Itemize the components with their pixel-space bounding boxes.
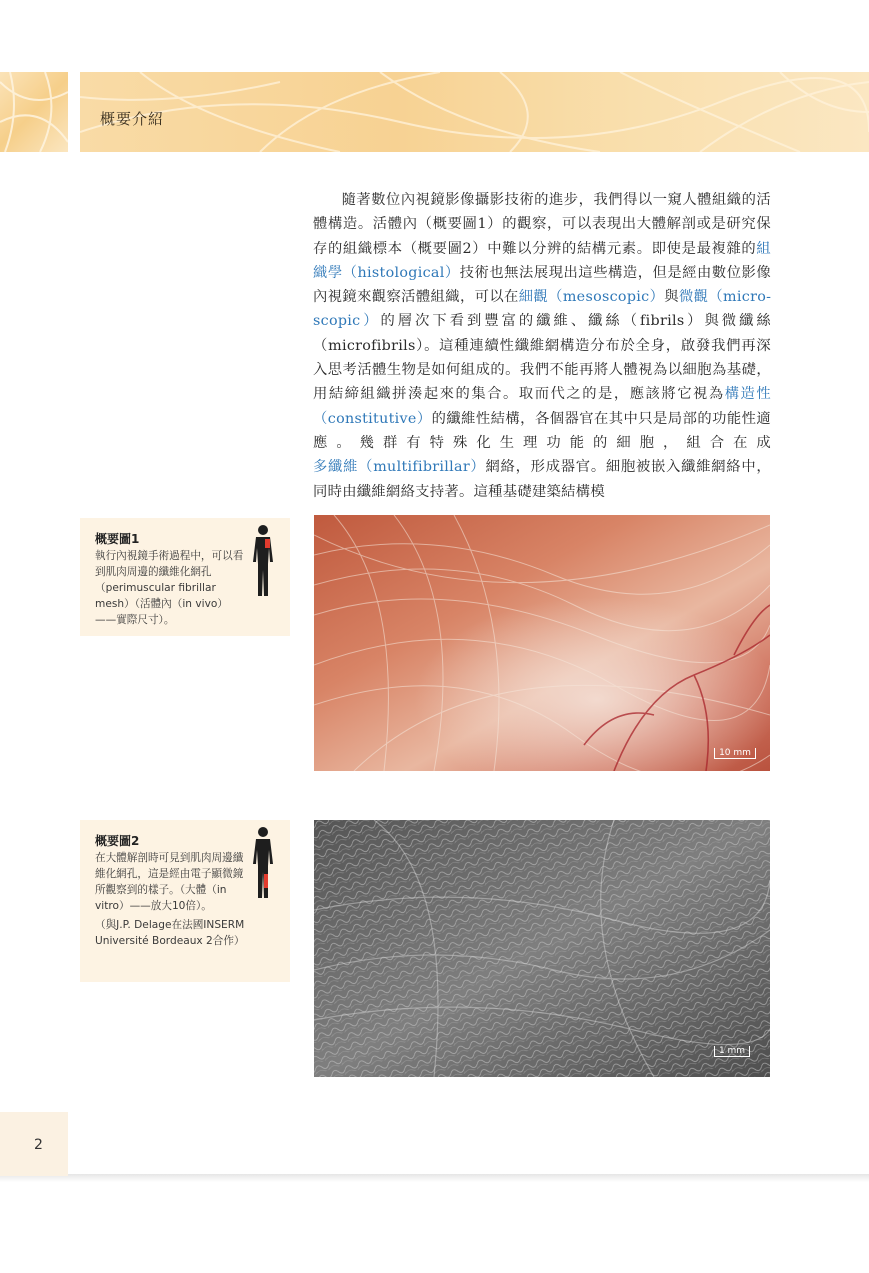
body-text-segment: 與 [664,289,679,306]
figure1-caption-text: 執行內視鏡手術過程中，可以看到肌肉周邊的纖維化網孔（perimuscular fibrillar mesh）（活體內（in vivo）——實際尺寸）。 [95,550,244,626]
keyword-term: 微觀（microscopic） [313,289,771,330]
human-figure-icon [248,826,278,902]
header-band-left [0,72,68,152]
figure1-caption-body [95,548,247,628]
keyword-term: 構造性（constitutive） [313,386,771,427]
figure2-image [314,820,770,1077]
scale-bar-1mm: 1 mm [714,1046,750,1057]
keyword-term: 組織學（histological） [313,240,771,281]
body-text-segment: 技術也無法展現出這些構造，但是經由數位影像內視鏡來觀察活體組織，可以在 [313,264,771,306]
body-text-segment: 隨著數位內視鏡影像攝影技術的進步，我們得以一窺人體組織的活體構造。活體內（概要圖1）的觀察，可以表現出大體解剖或是研究保存的組織標本（概要圖2）中難以分辨的結構元素。即使是最複雜的 [313,192,771,257]
figure2-caption-body [95,850,247,949]
highlight-region [264,874,268,888]
figure1-caption-title: 概要圖1 [95,532,140,546]
body-text-segment: 的纖維性結構，各個器官在其中只是局部的功能性適應。幾群有特殊化生理功能的細胞，組合在成 [313,410,771,451]
highlight-region [265,539,270,548]
body-paragraph-text [313,188,771,504]
figure1-image [314,515,770,771]
figure2-caption-title: 概要圖2 [95,834,140,848]
body-paragraph [313,188,771,504]
human-figure-icon [248,524,278,600]
figure1-caption [80,518,290,636]
section-title: 概要介紹 [100,110,165,128]
scale-bar-10mm: 10 mm [714,748,756,759]
keyword-term: 多纖維（multifibrillar） [313,459,486,476]
figure2-caption-text: 在大體解剖時可見到肌肉周邊纖維化網孔，這是經由電子顯微鏡所觀察到的樣子。（大體（in vitro）——放大10倍）。 [95,852,244,912]
body-text-segment: 的層次下看到豐富的纖維、纖絲（fibrils）與微纖絲（microfibrils）。這種連續性纖維網構造分布於全身，啟發我們再深入思考活體生物是如何組成的。我們不能再將人體視為以細胞為基礎，用結締組織拼湊起來的集合。取而代之的是，應該將它視為 [313,313,771,403]
page-number: 2 [34,1137,43,1153]
figure2-caption [80,820,290,982]
figure2-credit: （與J.P. Delage在法國INSERM Université Bordeaux 2合作） [95,919,245,947]
header-band [80,72,869,152]
body-text-segment: 網絡，形成器官。細胞被嵌入纖維網絡中，同時由纖維網絡支持著。這種基礎建築結構模 [313,459,772,500]
page-edge-shadow [0,1174,869,1182]
keyword-term: 細觀（mesoscopic） [518,289,665,306]
